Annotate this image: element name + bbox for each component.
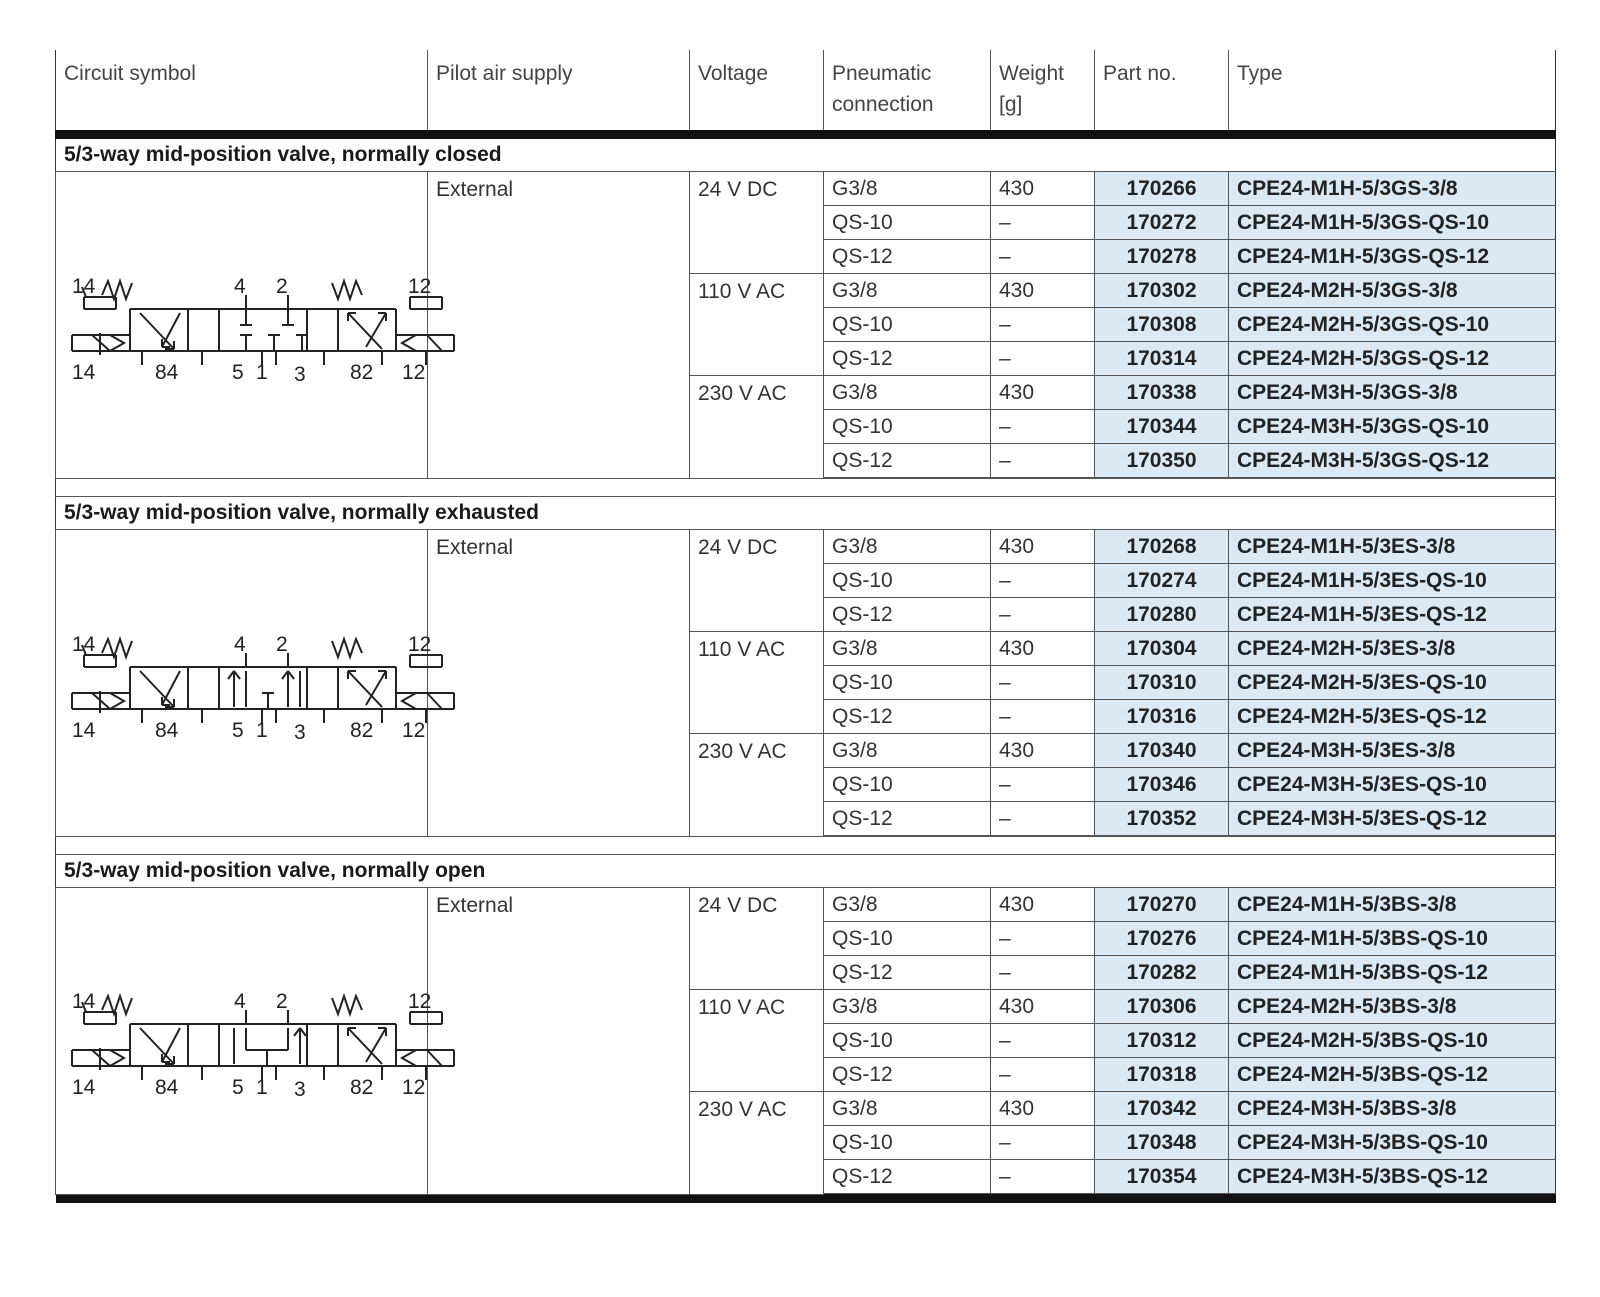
type-cell[interactable]: CPE24-M2H-5/3BS-QS-10 [1229, 1024, 1556, 1058]
port-label-bottom-12: 12 [402, 360, 426, 384]
weight-cell: – [991, 922, 1095, 956]
pneumatic-connection-cell: QS-12 [824, 598, 991, 632]
type-cell[interactable]: CPE24-M1H-5/3GS-3/8 [1229, 172, 1556, 206]
part-no-cell[interactable]: 170348 [1095, 1126, 1229, 1160]
part-no-cell[interactable]: 170312 [1095, 1024, 1229, 1058]
part-no-cell[interactable]: 170280 [1095, 598, 1229, 632]
port-label-bottom-84: 84 [155, 360, 179, 384]
port-label-bottom-1: 1 [256, 360, 268, 384]
type-cell[interactable]: CPE24-M1H-5/3ES-3/8 [1229, 530, 1556, 564]
valve-circuit-symbol [62, 984, 432, 1102]
part-no-cell[interactable]: 170272 [1095, 206, 1229, 240]
type-cell[interactable]: CPE24-M1H-5/3BS-3/8 [1229, 888, 1556, 922]
type-cell[interactable]: CPE24-M2H-5/3GS-3/8 [1229, 274, 1556, 308]
type-cell[interactable]: CPE24-M2H-5/3GS-QS-10 [1229, 308, 1556, 342]
weight-cell: 430 [991, 274, 1095, 308]
right-pilot-triangle-icon [402, 335, 416, 351]
part-no-cell[interactable]: 170314 [1095, 342, 1229, 376]
pneumatic-connection-cell: QS-10 [824, 564, 991, 598]
port-label-bottom-84: 84 [155, 718, 179, 742]
pneumatic-connection-cell: G3/8 [824, 274, 991, 308]
port-label-bottom-14: 14 [72, 360, 96, 384]
weight-cell: – [991, 206, 1095, 240]
type-cell[interactable]: CPE24-M3H-5/3BS-QS-12 [1229, 1160, 1556, 1194]
section-spacer [56, 837, 1556, 855]
voltage-cell: 230 V AC [690, 1092, 824, 1195]
part-no-cell[interactable]: 170352 [1095, 802, 1229, 836]
voltage-cell: 24 V DC [690, 530, 824, 632]
part-no-cell[interactable]: 170354 [1095, 1160, 1229, 1194]
valve-symbol-line [162, 1028, 180, 1062]
type-cell[interactable]: CPE24-M2H-5/3ES-QS-12 [1229, 700, 1556, 734]
port-label-bottom-1: 1 [256, 1076, 268, 1100]
right-pilot-triangle-icon [402, 1050, 416, 1066]
weight-cell: – [991, 1024, 1095, 1058]
voltage-cell: 110 V AC [690, 632, 824, 734]
port-label-top-4: 4 [234, 990, 246, 1014]
section-spacer [56, 479, 1556, 497]
table-row [56, 888, 1556, 922]
product-table-document [55, 50, 1555, 1203]
pneumatic-connection-cell: G3/8 [824, 530, 991, 564]
port-label-top-right: 12 [408, 990, 432, 1014]
valve-symbol-lines [72, 275, 454, 386]
type-cell[interactable]: CPE24-M2H-5/3ES-QS-10 [1229, 666, 1556, 700]
port-label-bottom-5: 5 [232, 1076, 244, 1100]
header-pilot-air-supply: Pilot air supply [428, 50, 690, 135]
valve-symbol-line [140, 671, 174, 707]
section-spacer-row [56, 479, 1556, 497]
weight-cell: – [991, 768, 1095, 802]
voltage-cell: 230 V AC [690, 376, 824, 479]
header-type: Type [1229, 50, 1556, 135]
weight-cell: – [991, 308, 1095, 342]
pneumatic-connection-cell: QS-12 [824, 1058, 991, 1092]
port-label-bottom-12: 12 [402, 1076, 426, 1100]
pneumatic-connection-cell: G3/8 [824, 1092, 991, 1126]
section-title: 5/3-way mid-position valve, normally open [56, 855, 1556, 888]
pneumatic-connection-cell: QS-12 [824, 1160, 991, 1194]
type-cell[interactable]: CPE24-M3H-5/3GS-3/8 [1229, 376, 1556, 410]
header-circuit-symbol: Circuit symbol [56, 50, 428, 135]
part-no-cell[interactable]: 170306 [1095, 990, 1229, 1024]
pilot-air-supply-cell: External [428, 172, 690, 479]
right-pilot-triangle-icon [402, 693, 416, 709]
pneumatic-connection-cell: G3/8 [824, 376, 991, 410]
type-cell[interactable]: CPE24-M1H-5/3GS-QS-10 [1229, 206, 1556, 240]
part-no-cell[interactable]: 170278 [1095, 240, 1229, 274]
part-no-cell[interactable]: 170350 [1095, 444, 1229, 478]
port-label-bottom-3: 3 [294, 1078, 306, 1102]
part-no-cell[interactable]: 170344 [1095, 410, 1229, 444]
voltage-cell: 24 V DC [690, 172, 824, 274]
port-label-top-right: 12 [408, 632, 432, 656]
section-title-row [56, 135, 1556, 172]
pneumatic-connection-cell: QS-12 [824, 444, 991, 478]
type-cell[interactable]: CPE24-M3H-5/3BS-QS-10 [1229, 1126, 1556, 1160]
section-title: 5/3-way mid-position valve, normally closed [56, 135, 1556, 172]
weight-cell: – [991, 564, 1095, 598]
port-label-bottom-82: 82 [350, 718, 374, 742]
type-cell[interactable]: CPE24-M1H-5/3GS-QS-12 [1229, 240, 1556, 274]
header-pneumatic-connection: Pneumatic connection [824, 50, 991, 135]
part-no-cell[interactable]: 170282 [1095, 956, 1229, 990]
circuit-symbol-cell [56, 888, 432, 1195]
weight-cell: – [991, 956, 1095, 990]
port-label-top-left: 14 [72, 632, 96, 656]
port-label-bottom-5: 5 [232, 718, 244, 742]
right-spring-icon [332, 639, 362, 657]
type-cell[interactable]: CPE24-M3H-5/3ES-QS-10 [1229, 768, 1556, 802]
valve-circuit-symbol [62, 269, 432, 386]
pneumatic-connection-cell: G3/8 [824, 172, 991, 206]
valve-symbol-line [140, 313, 174, 349]
pneumatic-connection-cell: QS-12 [824, 956, 991, 990]
port-label-top-right: 12 [408, 274, 432, 298]
type-cell[interactable]: CPE24-M2H-5/3ES-3/8 [1229, 632, 1556, 666]
port-label-top-4: 4 [234, 632, 246, 656]
weight-cell: – [991, 666, 1095, 700]
left-pilot-triangle-icon [110, 1050, 124, 1066]
circuit-symbol-cell [56, 172, 432, 479]
voltage-cell: 110 V AC [690, 990, 824, 1092]
part-no-cell[interactable]: 170270 [1095, 888, 1229, 922]
valve-symbol-lines [72, 633, 454, 744]
type-cell[interactable]: CPE24-M2H-5/3BS-QS-12 [1229, 1058, 1556, 1092]
port-label-bottom-82: 82 [350, 360, 374, 384]
pneumatic-connection-cell: QS-10 [824, 768, 991, 802]
valve-order-table [55, 50, 1556, 1203]
pneumatic-connection-cell: QS-10 [824, 308, 991, 342]
section-title: 5/3-way mid-position valve, normally exhausted [56, 497, 1556, 530]
header-voltage: Voltage [690, 50, 824, 135]
type-cell[interactable]: CPE24-M3H-5/3ES-QS-12 [1229, 802, 1556, 836]
part-no-cell[interactable]: 170340 [1095, 734, 1229, 768]
part-no-cell[interactable]: 170346 [1095, 768, 1229, 802]
weight-cell: – [991, 1058, 1095, 1092]
type-cell[interactable]: CPE24-M3H-5/3ES-3/8 [1229, 734, 1556, 768]
part-no-cell[interactable]: 170266 [1095, 172, 1229, 206]
table-row [56, 172, 1556, 206]
port-label-bottom-5: 5 [232, 360, 244, 384]
part-no-cell[interactable]: 170310 [1095, 666, 1229, 700]
port-label-top-4: 4 [234, 274, 246, 298]
weight-cell: 430 [991, 888, 1095, 922]
type-cell[interactable]: CPE24-M2H-5/3BS-3/8 [1229, 990, 1556, 1024]
part-no-cell[interactable]: 170268 [1095, 530, 1229, 564]
weight-cell: 430 [991, 1092, 1095, 1126]
port-label-bottom-84: 84 [155, 1076, 179, 1100]
type-cell[interactable]: CPE24-M1H-5/3BS-QS-12 [1229, 956, 1556, 990]
port-label-bottom-1: 1 [256, 718, 268, 742]
port-label-bottom-14: 14 [72, 718, 96, 742]
weight-cell: – [991, 342, 1095, 376]
port-label-bottom-82: 82 [350, 1076, 374, 1100]
valve-symbol-line [348, 1028, 382, 1064]
type-cell[interactable]: CPE24-M1H-5/3ES-QS-12 [1229, 598, 1556, 632]
valve-symbol-line [348, 671, 382, 707]
weight-cell: – [991, 1160, 1095, 1194]
type-cell[interactable]: CPE24-M3H-5/3BS-3/8 [1229, 1092, 1556, 1126]
table-row [56, 530, 1556, 564]
pneumatic-connection-cell: G3/8 [824, 888, 991, 922]
valve-symbol-lines [72, 990, 454, 1101]
pneumatic-connection-cell: QS-10 [824, 206, 991, 240]
pilot-air-supply-cell: External [428, 888, 690, 1195]
weight-cell: 430 [991, 990, 1095, 1024]
part-no-cell[interactable]: 170274 [1095, 564, 1229, 598]
type-cell[interactable]: CPE24-M3H-5/3GS-QS-12 [1229, 444, 1556, 478]
voltage-cell: 230 V AC [690, 734, 824, 837]
type-cell[interactable]: CPE24-M1H-5/3ES-QS-10 [1229, 564, 1556, 598]
weight-cell: – [991, 410, 1095, 444]
part-no-cell[interactable]: 170318 [1095, 1058, 1229, 1092]
port-label-bottom-3: 3 [294, 720, 306, 744]
part-no-cell[interactable]: 170276 [1095, 922, 1229, 956]
valve-symbol-line [140, 1028, 174, 1064]
circuit-symbol-cell [56, 530, 432, 837]
pneumatic-connection-cell: G3/8 [824, 990, 991, 1024]
weight-cell: – [991, 240, 1095, 274]
pneumatic-connection-cell: QS-12 [824, 700, 991, 734]
pneumatic-connection-cell: QS-12 [824, 342, 991, 376]
weight-cell: – [991, 700, 1095, 734]
weight-cell: 430 [991, 172, 1095, 206]
pneumatic-connection-cell: QS-10 [824, 410, 991, 444]
right-spring-icon [332, 281, 362, 299]
header-row [56, 50, 1556, 135]
valve-symbol-line [348, 313, 382, 349]
port-label-top-2: 2 [276, 990, 288, 1014]
section-title-row [56, 855, 1556, 888]
pneumatic-connection-cell: G3/8 [824, 734, 991, 768]
header-part-no: Part no. [1095, 50, 1229, 135]
pneumatic-connection-cell: QS-10 [824, 666, 991, 700]
pneumatic-connection-cell: QS-10 [824, 1126, 991, 1160]
valve-symbol-line [162, 313, 180, 347]
part-no-cell[interactable]: 170316 [1095, 700, 1229, 734]
left-pilot-triangle-icon [110, 335, 124, 351]
section-title-row [56, 497, 1556, 530]
port-label-top-left: 14 [72, 990, 96, 1014]
weight-cell: – [991, 598, 1095, 632]
voltage-cell: 110 V AC [690, 274, 824, 376]
voltage-cell: 24 V DC [690, 888, 824, 990]
pneumatic-connection-cell: QS-10 [824, 1024, 991, 1058]
pneumatic-connection-cell: QS-12 [824, 240, 991, 274]
weight-cell: – [991, 1126, 1095, 1160]
weight-cell: 430 [991, 376, 1095, 410]
part-no-cell[interactable]: 170304 [1095, 632, 1229, 666]
pneumatic-connection-cell: G3/8 [824, 632, 991, 666]
pneumatic-connection-cell: QS-12 [824, 802, 991, 836]
port-label-bottom-12: 12 [402, 718, 426, 742]
type-cell[interactable]: CPE24-M2H-5/3GS-QS-12 [1229, 342, 1556, 376]
part-no-cell[interactable]: 170308 [1095, 308, 1229, 342]
weight-cell: – [991, 802, 1095, 836]
valve-circuit-symbol [62, 627, 432, 744]
weight-cell: 430 [991, 734, 1095, 768]
part-no-cell[interactable]: 170342 [1095, 1092, 1229, 1126]
type-cell[interactable]: CPE24-M1H-5/3BS-QS-10 [1229, 922, 1556, 956]
section-spacer-row [56, 837, 1556, 855]
port-label-top-left: 14 [72, 274, 96, 298]
weight-cell: 430 [991, 632, 1095, 666]
right-spring-icon [332, 996, 362, 1014]
weight-cell: – [991, 444, 1095, 478]
table-bottom-rule [56, 1194, 1556, 1203]
part-no-cell[interactable]: 170302 [1095, 274, 1229, 308]
valve-symbol-line [162, 671, 180, 705]
header-weight: Weight [g] [991, 50, 1095, 135]
type-cell[interactable]: CPE24-M3H-5/3GS-QS-10 [1229, 410, 1556, 444]
port-label-top-2: 2 [276, 632, 288, 656]
port-label-top-2: 2 [276, 274, 288, 298]
pneumatic-connection-cell: QS-10 [824, 922, 991, 956]
left-pilot-triangle-icon [110, 693, 124, 709]
part-no-cell[interactable]: 170338 [1095, 376, 1229, 410]
port-label-bottom-14: 14 [72, 1076, 96, 1100]
port-label-bottom-3: 3 [294, 362, 306, 386]
weight-cell: 430 [991, 530, 1095, 564]
pilot-air-supply-cell: External [428, 530, 690, 837]
